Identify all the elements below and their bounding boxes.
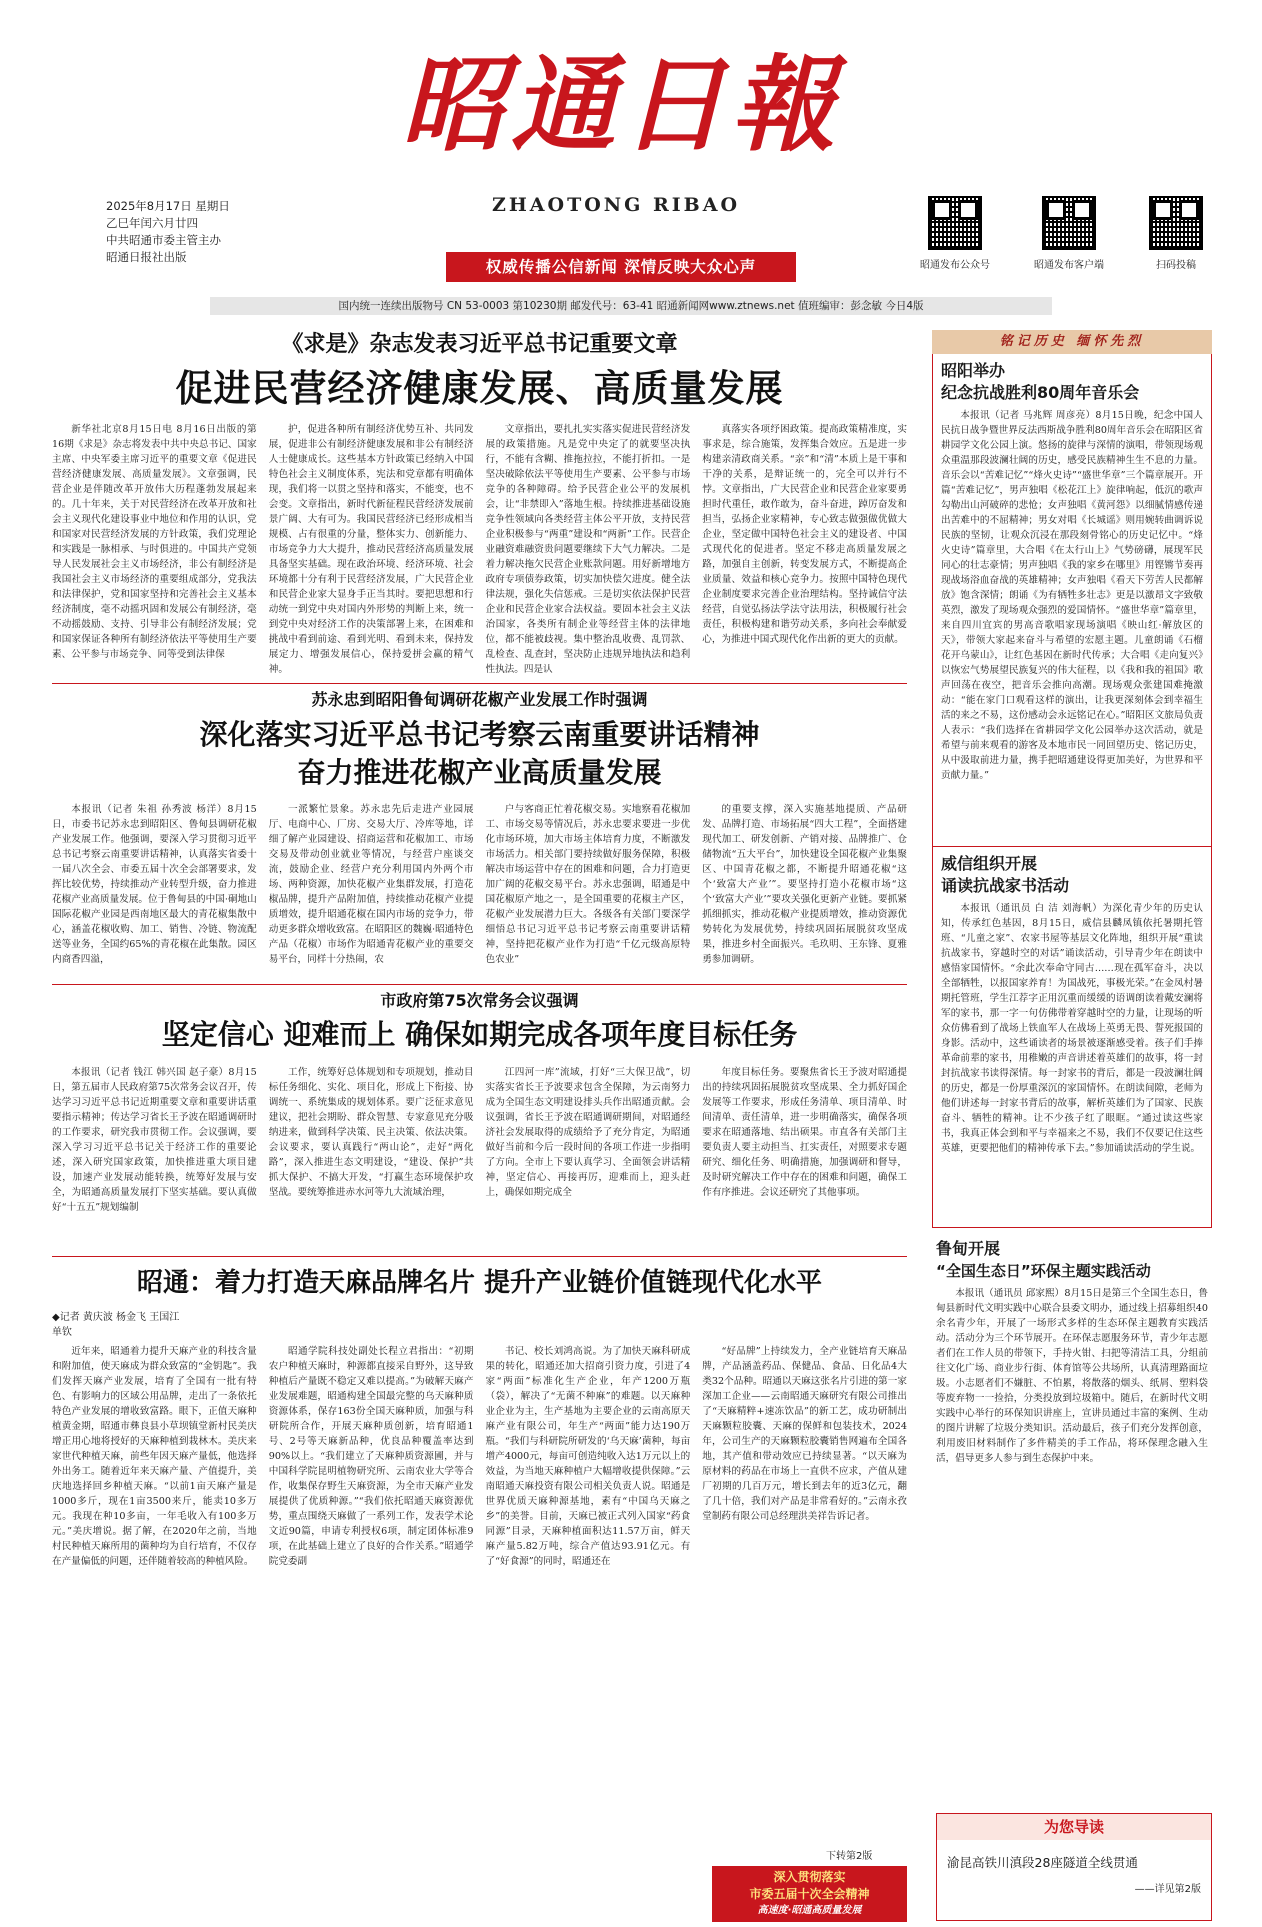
- article-headline[interactable]: 深化落实习近平总书记考察云南重要讲话精神: [199, 718, 760, 751]
- story-body: 本报讯（记者 马兆辉 周彦亮）8月15日晚，纪念中国人民抗日战争暨世界反法西斯战争胜利80周年音乐会在昭阳区省耕园学文化公园上演。悠扬的旋律与深情的演唱，带领现场观众重温那段波澜壮阔的历史，感受民族精神生生不息的力量。音乐会以“苦难记忆”“烽火史诗”“盛世华章”三个篇章展开。开篇“苦难记忆”，男声独唱《松花江上》旋律响起，低沉的歌声勾勒出山河破碎的悲怆；女声独唱《黄河怨》以细腻情感传递出苦难中的不屈精神；男女对唱《长城谣》则用婉转曲调诉说民族的坚韧，让观众沉浸在那段刻骨铭心的历史记忆中。“烽火史诗”篇章里，大合唱《在太行山上》气势磅礴，展现军民同心的壮志豪情；男声独唱《我的家乡在哪里》用铿锵节奏再现战场浴血奋战的英雄精神；女声独唱《看天下劳苦人民都解放》饱含深情；朗诵《为有牺牲多壮志》更是以激昂文字致敬英烈，激发了现场观众强烈的爱国情怀。“盛世华章”篇章里，来自四川宜宾的男高音歌唱家现场演唱《映山红·解放区的天》，带领大家起来奋斗与希望的宏愿主题。儿童朗诵《石榴花开乌蒙山》，让红色基因在新时代传承；大合唱《走向复兴》以恢宏气势展望民族复兴的伟大征程，以《我和我的祖国》歌声回荡在夜空，把音乐会推向高潮。现场观众张建国难掩激动：“能在家门口观看这样的演出，让我更深刻体会到幸福生活的来之不易，这份感动会永远铭记在心。”昭阳区文旅局负责人表示：“我们选择在省耕园学文化公园举办这次活动，就是希望与前来观看的游客及本地市民一同回望历史、铭记历史，从中汲取前进力量，携手把昭通建设得更加美好，为世界和平贡献力量。”: [941, 410, 1203, 781]
- story-headline[interactable]: 诵读抗战家书活动: [941, 876, 1070, 895]
- body-column: 户与客商正忙着花椒交易。实地察看花椒加工、市场交易等情况后，苏永忠要求要进一步优化市场环境，加大市场主体培育力度，不断激发市场活力。相关部门要持续做好服务保障，积极解决市场运营中存在的困难和问题，合力打造更加广阔的花椒交易平台。苏永忠强调，昭通是中国花椒原产地之一，是全国重要的花椒主产区，花椒产业发展潜力巨大。各级各有关部门要深学细悟总书记习近平总书记考察云南重要讲话精神，坚持把花椒产业作为打造“千亿元级高原特色农业”: [485, 804, 691, 965]
- promo-line: 深入贯彻落实: [773, 1870, 846, 1884]
- article-pepper: [52, 688, 907, 988]
- article-body: [52, 422, 907, 677]
- article-kicker: 市政府第75次常务会议强调: [380, 991, 579, 1010]
- article-kicker: 《求是》杂志发表习近平总书记重要文章: [281, 332, 678, 357]
- body-column: 真落实各项纾困政策。提高政策精准度，实事求是，综合施策，发挥集合效应。五是进一步构建亲清政商关系。“亲”和“清”本质上是干事和干净的关系，是辩证统一的，完全可以并行不悖。文章指出，广大民营企业和民营企业家要勇担时代重任，敢作敢为，奋斗奋进，踔厉奋发和担当，弘扬企业家精神，专心致志做强做优做大企业，坚定做中国特色社会主义的建设者、中国式现代化的促进者。坚定不移走高质量发展之路，加强自主创新，转变发展方式，不断提高企业质量、效益和核心竞争力。按照中国特色现代企业制度要求完善企业治理结构。坚持诚信守法经营，自觉弘扬法学法守法用法，积极履行社会责任，积极构建和谐劳动关系，多向社会奉献爱心，为推进中国式现代化作出新的更大的贡献。: [702, 424, 907, 645]
- guide-ref: ——详见第2版: [1134, 1884, 1201, 1895]
- sidebar-story-concert: [932, 354, 1212, 847]
- qr-code-icon: [1149, 196, 1203, 250]
- promo-line: 市委五届十次全会精神: [749, 1887, 870, 1901]
- article-headline[interactable]: 昭通：着力打造天麻品牌名片 提升产业链价值链现代化水平: [136, 1268, 823, 1298]
- qr-label: 昭通发布公众号: [920, 260, 990, 271]
- story-headline[interactable]: 鲁甸开展: [936, 1239, 1001, 1258]
- article-state-council: [52, 989, 907, 1253]
- newspaper-logo: 昭通日報: [400, 43, 841, 166]
- info-bar: 国内统一连续出版物号 CN 53-0003 第10230期 邮发代号：63-41 昭通新闻网www.ztnews.net 值班编审：彭念敏 今日4版: [210, 297, 1052, 315]
- sidebar-story-ecology: [932, 1228, 1212, 1568]
- guide-item[interactable]: 渝昆高铁川滇段28座隧道全线贯通: [947, 1855, 1138, 1870]
- article-body: [52, 1065, 907, 1253]
- body-column: 护，促进各种所有制经济优势互补、共同发展，促进非公有制经济健康发展和非公有制经济人士健康成长。这些基本方针政策已经纳入中国特色社会主义制度体系，宪法和党章都有明确体现，我们将一以贯之坚持和落实，不能变，也不会变。文章指出，新时代新征程民营经济发展前景广阔、大有可为。我国民营经济已经形成相当规模、占有很重的分量，整体实力、创新能力、市场竞争力大大提升，推动民营经济高质量发展具备坚实基础。现在政治环境、经济环境、社会环境都十分有利于民营经济发展，广大民营企业和民营企业家大显身手正当其时。要把思想和行动统一到党中央对国内外形势的判断上来，统一到党中央对经济工作的决策部署上来，在困难和挑战中看到前途、看到光明、看到未来，保持发展定力、增强发展信心，保持爱拼会赢的精气神。: [268, 424, 474, 675]
- logo-pinyin: ZHAOTONG RIBAO: [491, 194, 741, 216]
- body-column: 昭通学院科技处副处长程立君指出：“初期农户种植天麻时，种源都直接采自野外，这导致种植后产量既不稳定又难以提高。”为破解天麻产业发展难题，昭通构建全国最完整的乌天麻种质资源体系，保存163份全国天麻种质，加强与科研院所合作，开展天麻种质创新，培育昭通1号、2号等天麻新品种，优良品种覆盖率达到90%以上。“我们建立了天麻种质资源圃，并与中国科学院昆明植物研究所、云南农业大学等合作，收集保存野生天麻资源，为全市天麻产业发展提供了优质种源。”“我们依托昭通天麻资源优势，重点围绕天麻做了一系列工作，发表学术论文近90篇，申请专利授权6项，制定团体标准9项，在此基础上建立了良好的合作关系。”昭通学院党委副: [268, 1346, 474, 1567]
- qr-code-icon: [1042, 196, 1096, 250]
- issue-date: 2025年8月17日 星期日: [106, 199, 230, 213]
- article-headline[interactable]: 促进民营经济健康发展、高质量发展: [175, 367, 784, 410]
- slogan-banner: 权威传播公信新闻 深情反映大众心声: [446, 252, 796, 282]
- qr-label: 昭通发布客户端: [1034, 260, 1104, 271]
- article-kicker: 苏永忠到昭阳鲁甸调研花椒产业发展工作时强调: [311, 690, 648, 709]
- qr-official-account[interactable]: [910, 196, 1000, 271]
- qr-submit[interactable]: [1140, 196, 1212, 271]
- sidebar: [932, 330, 1212, 1568]
- article-body: [52, 802, 907, 988]
- body-column: 近年来，昭通着力提升天麻产业的科技含量和附加值，使天麻成为群众致富的“金钥匙”。我们发挥天麻产业发展，培育了全国有一批有特色、有影响力的区域公用品牌，走出了一条依托特色产业发展的增收致富路。眼下，正值天麻种植黄金期，昭通市彝良县小草坝镇堂新村民美庆增正用心地将授好的天麻种植到栽林木。美庆来家世代种植天麻，前些年因天麻产量低，他选择外出务工。随着近年来天麻产量、产值提升，美庆地选择回乡种植天麻。“以前1亩天麻产量是1000多斤，现在1亩3500来斤，能卖10多万元。我现在种10多亩，一年毛收入有100多万元。”美庆增说。据了解，在2020年之前，当地村民种植天麻所用的菌种均为自行培育，不仅存在产量偏低的问题，还伴随着较高的种植风险。: [52, 1346, 257, 1567]
- body-column: 的重要支撑，深入实施基地提质、产品研发、品牌打造、市场拓展“四大工程”，全面搭建现代加工、研发创新、产销对接、品牌推广、仓储物流“五大平台”，加快建设全国花椒产业集聚区、中国青花椒之都，不断提升昭通花椒“这个‘致富大产业’”。要坚持打造小花椒市场“这个‘致富大产业’”要攻关强化更新产业链。要抓紧抓细抓实，推动花椒产业提质增效，推动资源优势转化为发展优势，持续巩固拓展脱贫攻坚成果，推进乡村全面振兴。毛玖明、王东锋、夏雅勇参加调研。: [702, 804, 907, 965]
- guide-title: 为您导读: [937, 1814, 1211, 1840]
- body-column: 本报讯（记者 朱祖 孙秀波 杨洋）8月15日，市委书记苏永忠到昭阳区、鲁甸县调研花椒产业发展工作。他强调，要深入学习贯彻习近平总书记考察云南重要讲话精神，认真落实省委十一届八次全会、市委五届十次全会部署要求，发挥比较优势，持续推动产业转型升级，奋力推进花椒产业高质量发展。位于鲁甸县的中国·硐地山国际花椒产业园是西南地区最大的青花椒集散中心，涵盖花椒收购、加工、销售、冷链、物流配送等业务，全国约65%的青花椒在此集散。园区内商香四溢，: [52, 804, 257, 965]
- qr-client-app[interactable]: [1023, 196, 1115, 271]
- promo-line: 高速度·昭通高质量发展: [757, 1905, 862, 1916]
- story-headline[interactable]: “全国生态日”环保主题实践活动: [936, 1262, 1151, 1280]
- body-column: 书记、校长刘鸿高说。为了加快天麻科研成果的转化，昭通还加大招商引资力度，引进了4家“两面”标准化生产企业，年产1200万瓶（袋），解决了“无菌不种麻”的难题。以天麻种业企业为主，生产基地为主要企业的云南高原天麻产业有限公司，年生产“两面”能力达190万瓶。“我们与科研院所研发的‘乌天麻’菌种，每亩增产4000元，每亩可创造纯收入达1万元以上的效益，为当地天麻种植户大幅增收提供保障。”云南昭通天麻投资有限公司相关负责人说。昭通是世界优质天麻种源基地，素有“中国乌天麻之乡”的美誉。目前，天麻已被正式列入国家“药食同源”目录，天麻种植面积达11.57万亩，鲜天麻产量5.82万吨，综合产值达93.91亿元。有了“好食源”的同时，昭通还在: [485, 1346, 691, 1567]
- article-gastrodia: [52, 1264, 907, 1567]
- sponsor: 中共昭通市委主管主办: [106, 233, 221, 247]
- body-column: 江四河一库”流域，打好“三大保卫战”，切实落实省长王予波要求包含全保障，为云南努力成为全国生态文明建设排头兵作出昭通贡献。会议强调，省长王予波在昭通调研期间，对昭通经济社会发展取得的成绩给予了充分肯定，为昭通做好当前和今后一段时间的各项工作进一步指明了方向。全市上下要认真学习、全面领会讲话精神，坚定信心、再接再厉，迎难而上，迎头赶上，确保如期完成全: [485, 1067, 691, 1198]
- story-body: 本报讯（通讯员 白 洁 刘海帆）为深化青少年的历史认知，传承红色基因，8月15日，威信县麟凤镇依托暑期托管班、“儿童之家”、农家书屋等基层文化阵地，组织开展“重读抗战家书，穿越时空的对话”诵读活动，引导青少年在朗读中感悟家国情怀。“余此次奉命守同古……现在孤军奋斗，决以全部牺牲，以报国家养育！为国战死，事极光荣。”在金凤村暑期托管班，学生江荐字正用沉重而缓缓的语调朗读着戴安澜将军的家书，那一字一句仿佛带着穿越时空的力量，让现场的听众仿佛看到了战场上铁血军人在战场上英勇无畏、誓死报国的身影。活动中，这些诵读者的场景被逐渐感受着。孩子们手捧革命前辈的家书，用稚嫩的声音讲述着英雄们的故事，将一封封抗战家书读得深情。每一封家书的背后，都是一段波澜壮阔的历史，都是一份厚重深沉的家国情怀。在朗读间隙，老师为他们讲述每一封家书背后的故事，解析英雄们为了国家、民族奋斗、牺牲的精神。让不少孩子红了眼眶。“通过读这些家书，我真正体会到和平与幸福来之不易，我们不仅要记住这些英雄，更要把他们的精神传承下去。”参加诵读活动的学生说。: [941, 903, 1203, 1154]
- story-headline[interactable]: 昭阳举办: [941, 361, 1006, 380]
- body-column: 工作，统筹好总体规划和专项规划，推动目标任务细化、实化、项目化，形成上下衔接、协调统一、系统集成的规划体系。要广泛征求意见建议，把社会期盼、群众智慧、专家意见充分吸纳进来，做到科学决策、民主决策、依法决策。会议要求，要认真践行“两山论”，走好“两化路”，深入推进生态文明建设，“建设、保护”共抓大保护、不搞大开发，“打赢生态环境保护攻坚战。要统筹推进赤水河等九大流域治理，: [268, 1067, 474, 1198]
- qr-code-icon: [928, 196, 982, 250]
- body-column: 一派繁忙景象。苏永忠先后走进产业园展厅、电商中心、厂房、交易大厅、冷库等地，详细了解产业园建设、招商运营和花椒加工、市场交易及带动创业就业等情况，与经营户座谈交流，鼓励企业、经营户充分利用国内外两个市场、两种资源，加快花椒产业集群发展，打造花椒品牌，提升产品附加值，持续推动花椒产业提质增效，提升昭通花椒在国内市场的竞争力，带动更多群众增收致富。在昭阳区的魏巍·昭通特色产品（花椒）市场作为昭通青花椒产业的重要交易平台，同样十分热闹，农: [268, 804, 474, 965]
- article-byline: ◆记者 黄庆波 杨金飞 王国江 单钦: [52, 1312, 180, 1338]
- body-column: 新华社北京8月15日电 8月16日出版的第16期《求是》杂志将发表中共中央总书记、国家主席、中央军委主席习近平的重要文章《促进民营经济健康发展、高质量发展》。文章强调，民营企业是伴随改革开放伟大历程蓬勃发展起来的。几十年来，关于对民营经济在改革开放和社会主义现代化建设事业中地位和作用的认识，党和国家对民营经济发展的方针政策，我们党理论和实践是一脉相承、与时俱进的。中国共产党领导人民发展社会主义市场经济，非公有制经济是我国社会主义市场经济的重要组成部分，党我法和法律保护，党和国家坚持和完善社会主义基本经济制度，毫不动摇巩固和发展公有制经济，毫不动摇鼓励、支持、引导非公有制经济发展；党和国家保证各种所有制经济依法平等使用生产要素、公平参与市场竞争、同等受到法律保: [52, 424, 257, 660]
- body-column: 年度目标任务。要聚焦省长王予波对昭通提出的持续巩固拓展脱贫攻坚成果、全力抓好国企发展等工作要求，形成任务清单、项目清单、时间清单、责任清单，进一步明确落实，确保各项要求在昭通落地、结出硕果。市直各有关部门主要负责人要主动担当、扛实责任，对照要求专题研究、细化任务、明确措施，加强调研和督导，及时研究解决工作中存在的困难和问题，确保工作有序推进。会议还研究了其他事项。: [702, 1067, 907, 1198]
- publisher: 昭通日报社出版: [106, 250, 187, 264]
- story-body: 本报讯（通讯员 邱家熙）8月15日是第三个全国生态日，鲁甸县新时代文明实践中心联合县委文明办，通过线上招募组织40余名青少年，开展了一场形式多样的生态环保主题教育实践活动。活动分为三个环节展开。在环保志愿服务环节，青少年志愿者们在工作人员的带领下，手持火钳、扫把等清洁工具，分组前往文化广场、商业步行街、体育馆等公共场所，认真清理路面垃圾。小志愿者们不嫌脏、不怕累，将散落的烟头、纸屑、塑料袋等废弃物一一捡拾，分类投放到垃圾箱中。随后，在新时代文明实践中心举行的环保知识讲座上，宣讲员通过丰富的案例、生动的图片讲解了垃圾分类知识。活动最后，孩子们充分发挥创意，利用废旧材料制作了多件精美的手工作品，将环保理念融入生活，倡导更多人参与到生态保护中来。: [936, 1288, 1208, 1464]
- story-headline[interactable]: 威信组织开展: [941, 854, 1038, 873]
- sidebar-banner: 铭记历史 缅怀先烈: [932, 330, 1212, 354]
- story-headline[interactable]: 纪念抗战胜利80周年音乐会: [941, 383, 1140, 402]
- lunar-date: 乙巳年闰六月廿四: [106, 216, 198, 230]
- continued-note[interactable]: 下转第2版: [826, 1851, 873, 1862]
- article-body: [52, 1344, 907, 1904]
- article-headline[interactable]: 坚定信心 迎难而上 确保如期完成各项年度目标任务: [161, 1018, 798, 1051]
- masthead: [0, 0, 1262, 318]
- issue-info: [106, 198, 230, 266]
- body-column: 本报讯（记者 钱江 韩兴国 赵子豪）8月15日，第五届市人民政府第75次常务会议召开，传达学习习近平总书记近期重要文章和重要讲话重要指示精神；传达学习省长王予波在昭通调研时的工作要求，研究我市贯彻工作。会议强调，要深入学习习近平总书记关于经济工作的重要论述，深入研究国家政策，加快推进重大项目建设，加速产业发展动能转换，统筹好发展与安全，为昭通高质量发展打下坚实基础。要认真做好“十五五”规划编制: [52, 1067, 257, 1213]
- body-column: 文章指出，要扎扎实实落实促进民营经济发展的政策措施。凡是党中央定了的就要坚决执行，不能有含糊、推拖拉拉，不能打折扣。一是坚决破除依法平等使用生产要素、公平参与市场竞争的各种障碍。给予民营企业公平的发展机会，让“非禁即入”落地生根。持续推进基础设施竞争性领域向各类经营主体公平开放，支持民营企业积极参与“两重”建设和“两新”工作。民营企业融资难融资贵问题要继续下大气力解决。二是着力解决拖欠民营企业账款问题。用好新增地方政府专项债券政策，切实加快偿欠进度。健全法律法规，强化失信惩戒。三是切实依法保护民营企业和民营企业家合法权益。要固本社会主义法治国家，各类所有制企业等经营主体的法律地位，都不能被歧视。集中整治乱收费、乱罚款、乱检查、乱查封，坚决防止违规异地执法和趋利性执法。四是认: [485, 424, 691, 675]
- section-divider: [52, 1256, 907, 1257]
- section-divider: [52, 984, 907, 985]
- section-divider: [52, 683, 907, 684]
- sidebar-story-letters: [932, 847, 1212, 1228]
- body-column: “好品牌”上持续发力，全产业链培育天麻品牌，产品涵盖药品、保健品、食品、日化品4大类32个品种。昭通以天麻这张名片引进的第一家深加工企业——云南昭通天麻研究有限公司推出了“天麻精粹+速冻饮品”的新工艺，成功研制出天麻颗粒胶囊、天麻的保鲜和包装技术，2024年，公司生产的天麻颗粒胶囊销售网遍布全国各地，其产值和带动效应已持续显著。“以天麻为原材料的药品在市场上一直供不应求，产值从建厂初期的几百万元，增长到去年的近3亿元，翻了几十倍，我们对产品是非常看好的。”云南永孜堂制药有限公司总经理洪美祥告诉记者。: [702, 1346, 907, 1522]
- article-qiushi: [52, 330, 907, 677]
- reading-guide: [936, 1813, 1212, 1921]
- article-subheadline[interactable]: 奋力推进花椒产业高质量发展: [297, 756, 662, 789]
- qr-label: 扫码投稿: [1156, 260, 1196, 271]
- promo-banner: [712, 1866, 907, 1922]
